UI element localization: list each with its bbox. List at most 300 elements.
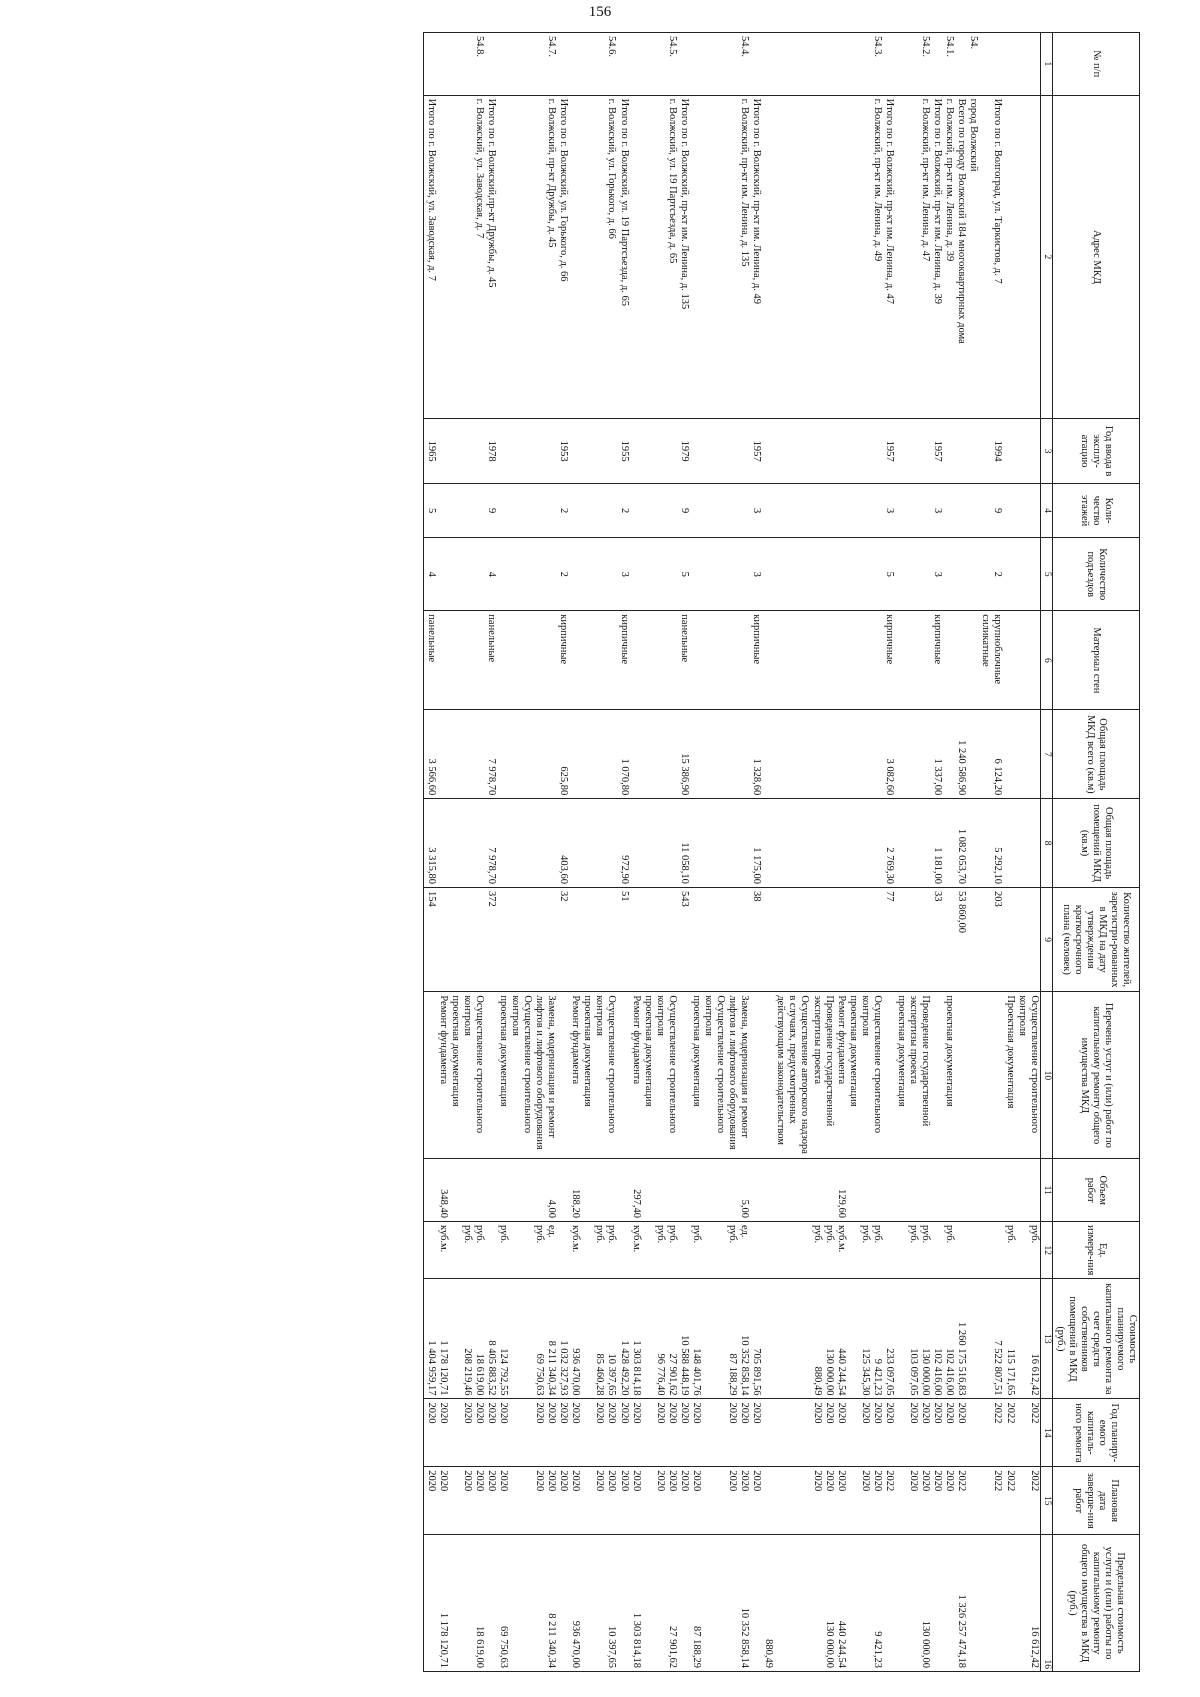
works-cell-line	[424, 995, 436, 1155]
cost-cell-line: 102 416,00	[944, 1348, 956, 1396]
end-date-cell	[497, 1467, 509, 1535]
table-row	[581, 33, 617, 1672]
total-area-cell: 1 240 586,90	[955, 710, 967, 799]
cost-cell	[485, 1279, 497, 1399]
floors-cell: 2	[617, 483, 629, 537]
column-number-13: 13	[1040, 1279, 1052, 1399]
year-built-cell: 1953	[557, 419, 569, 484]
total-area-cell	[642, 710, 678, 799]
floors-cell	[702, 483, 750, 537]
address-cell	[630, 95, 642, 419]
unit-cell	[979, 1221, 1003, 1278]
item-number-cell: 54.6.	[581, 33, 617, 96]
wall-material-cell	[437, 611, 449, 710]
end-date-cell	[847, 1467, 883, 1535]
cost-cell	[437, 1279, 449, 1399]
total-area-cell	[702, 710, 750, 799]
column-number-12: 12	[1040, 1221, 1052, 1278]
cost-cell-line: 10 352 858,14	[739, 1335, 751, 1396]
total-area-cell	[630, 710, 642, 799]
works-cell	[617, 992, 629, 1159]
item-number-cell	[931, 33, 943, 96]
unit-cell-line: руб.	[497, 1224, 509, 1244]
unit-cell	[497, 1221, 509, 1278]
repair-year-cell-line: 2022	[992, 1402, 1004, 1424]
residents-cell	[967, 887, 979, 991]
unit-cell	[678, 1221, 690, 1278]
end-date-cell	[979, 1467, 1003, 1535]
end-date-cell-line: 2020	[594, 1470, 606, 1492]
end-date-cell	[630, 1467, 642, 1535]
works-cell	[449, 992, 485, 1159]
item-number-cell	[979, 33, 1003, 96]
item-number-cell: 54.2.	[895, 33, 931, 96]
total-area-cell	[569, 710, 581, 799]
max-cost-cell	[678, 1535, 690, 1672]
works-cell-line: Ремонт фундамента	[630, 995, 642, 1085]
entrances-cell	[895, 538, 931, 611]
repair-year-cell-line: 2020	[618, 1402, 630, 1424]
floors-cell: 2	[557, 483, 569, 537]
works-cell	[437, 992, 449, 1159]
address-cell: г. Волжский, пр-кт Дружбы, д. 45	[509, 95, 557, 419]
table-row	[895, 33, 931, 1672]
year-built-cell	[847, 419, 883, 484]
wall-material-cell: панельные	[678, 611, 690, 710]
premises-area-cell	[774, 799, 834, 888]
end-date-cell-line: 2020	[727, 1470, 739, 1492]
entrances-cell: 2	[557, 538, 569, 611]
works-cell	[750, 992, 762, 1159]
cost-cell	[1003, 1279, 1015, 1399]
repair-year-cell	[485, 1399, 497, 1467]
year-built-cell	[497, 419, 509, 484]
repair-year-cell-line: 2020	[606, 1402, 618, 1424]
address-cell	[497, 95, 509, 419]
repair-year-cell	[1003, 1399, 1015, 1467]
end-date-cell-line: 2020	[570, 1470, 582, 1492]
end-date-cell	[835, 1467, 847, 1535]
works-cell-line	[485, 995, 497, 1155]
end-date-cell	[569, 1467, 581, 1535]
unit-cell-line: руб.	[944, 1224, 956, 1244]
end-date-cell-line: 2020	[666, 1470, 678, 1492]
wall-material-cell	[581, 611, 617, 710]
residents-cell	[569, 887, 581, 991]
max-cost-cell	[979, 1535, 1003, 1672]
unit-cell	[1016, 1221, 1041, 1278]
volume-cell	[762, 1159, 774, 1222]
total-area-cell: 625,80	[557, 710, 569, 799]
max-cost-cell	[557, 1535, 569, 1672]
volume-cell	[424, 1159, 437, 1222]
repair-year-cell	[774, 1399, 834, 1467]
entrances-cell	[509, 538, 557, 611]
repair-year-cell	[762, 1399, 774, 1467]
total-area-cell	[581, 710, 617, 799]
wall-material-cell	[1016, 611, 1041, 710]
end-date-cell-line: 2020	[678, 1470, 690, 1492]
end-date-cell-line: 2020	[473, 1470, 485, 1492]
end-date-cell-line: 2020	[497, 1470, 509, 1492]
premises-area-cell: 972,90	[617, 799, 629, 888]
residents-cell	[449, 887, 485, 991]
residents-cell: 203	[979, 887, 1003, 991]
cost-cell	[774, 1279, 834, 1399]
repair-year-cell	[967, 1399, 979, 1467]
wall-material-cell	[967, 611, 979, 710]
year-built-cell: 1957	[883, 419, 895, 484]
volume-cell	[557, 1159, 569, 1222]
wall-material-cell	[690, 611, 702, 710]
entrances-cell: 3	[750, 538, 762, 611]
max-cost-cell: 1 326 257 474,18	[955, 1535, 967, 1672]
volume-cell	[1003, 1159, 1015, 1222]
max-cost-cell: 10 397,65	[581, 1535, 617, 1672]
end-date-cell-line: 2020	[859, 1470, 871, 1492]
year-built-cell	[967, 419, 979, 484]
end-date-cell-line: 2020	[534, 1470, 546, 1492]
works-cell	[690, 992, 702, 1159]
unit-cell-line: руб.	[473, 1224, 485, 1244]
wall-material-cell: кирпичные	[617, 611, 629, 710]
residents-cell	[895, 887, 931, 991]
max-cost-cell	[1003, 1535, 1015, 1672]
repair-year-cell-line: 2020	[654, 1402, 666, 1424]
year-built-cell	[437, 419, 449, 484]
entrances-cell	[1003, 538, 1015, 611]
unit-cell-line: руб.	[823, 1224, 835, 1244]
cost-cell-line: 7 522 807,51	[992, 1340, 1004, 1396]
works-cell-line: Ремонт фундамента	[570, 995, 582, 1085]
works-cell-line: проектная документация	[582, 995, 594, 1107]
repair-year-cell	[955, 1399, 967, 1467]
entrances-cell: 5	[883, 538, 895, 611]
entrances-cell	[774, 538, 834, 611]
cost-cell	[617, 1279, 629, 1399]
max-cost-cell	[967, 1535, 979, 1672]
works-cell-line: Осуществление строительного контроля	[859, 995, 883, 1134]
address-cell: город Волжский	[967, 95, 979, 419]
unit-cell-line: руб.	[654, 1224, 666, 1244]
year-built-cell	[943, 419, 955, 484]
item-number-cell: 54.	[967, 33, 979, 96]
max-cost-cell	[883, 1535, 895, 1672]
wall-material-cell	[630, 611, 642, 710]
repair-year-cell	[895, 1399, 931, 1467]
unit-cell-line: руб.	[1028, 1224, 1040, 1244]
repair-year-cell	[630, 1399, 642, 1467]
table-row	[750, 33, 762, 1672]
unit-cell	[581, 1221, 617, 1278]
column-number-6: 6	[1040, 611, 1052, 710]
repair-year-cell-line: 2020	[473, 1402, 485, 1424]
residents-cell: 154	[424, 887, 437, 991]
repair-year-cell	[835, 1399, 847, 1467]
table-row	[955, 33, 967, 1672]
repair-year-cell	[509, 1399, 557, 1467]
wall-material-cell	[955, 611, 967, 710]
column-number-5: 5	[1040, 538, 1052, 611]
cost-cell-line: 103 097,05	[908, 1348, 920, 1396]
repair-year-cell-line: 2020	[690, 1402, 702, 1424]
residents-cell	[835, 887, 847, 991]
unit-cell-line: куб.м.	[570, 1224, 582, 1253]
end-date-cell	[449, 1467, 485, 1535]
cost-cell	[895, 1279, 931, 1399]
repair-year-cell	[497, 1399, 509, 1467]
item-number-cell	[424, 33, 437, 96]
works-cell-line: Осуществление строительного контроля	[702, 995, 727, 1134]
repair-year-cell	[750, 1399, 762, 1467]
cost-cell-line: 8 405 883,52	[485, 1340, 497, 1396]
residents-cell	[497, 887, 509, 991]
year-built-cell: 1979	[678, 419, 690, 484]
repair-year-cell-line: 2020	[811, 1402, 823, 1424]
repair-year-cell	[702, 1399, 750, 1467]
unit-cell-line: руб.	[594, 1224, 606, 1244]
item-number-cell	[1016, 33, 1041, 96]
repair-year-cell	[557, 1399, 569, 1467]
cost-cell-line: 1 032 327,93	[558, 1340, 570, 1396]
works-cell	[1003, 992, 1015, 1159]
works-cell	[581, 992, 617, 1159]
total-area-cell	[690, 710, 702, 799]
table-header	[1040, 33, 1139, 1672]
works-cell-line: Проведение государственной экспертизы проекта	[908, 995, 932, 1127]
premises-area-cell	[1003, 799, 1015, 888]
unit-cell	[617, 1221, 629, 1278]
max-cost-cell: 8 211 340,34	[509, 1535, 557, 1672]
premises-area-cell: 403,60	[557, 799, 569, 888]
unit-cell-line: руб.	[811, 1224, 823, 1244]
repair-year-cell-line: 2020	[570, 1402, 582, 1424]
year-built-cell	[569, 419, 581, 484]
floors-cell	[630, 483, 642, 537]
works-cell-line: Ремонт фундамента	[437, 995, 449, 1085]
address-cell	[762, 95, 774, 419]
address-cell: г. Волжский, пр-кт им. Ленина, д. 135	[702, 95, 750, 419]
unit-cell	[847, 1221, 883, 1278]
address-cell: Итого по г. Волжский, пр-кт им. Ленина, д. 135	[678, 95, 690, 419]
max-cost-cell: 936 470,00	[569, 1535, 581, 1672]
cost-cell	[750, 1279, 762, 1399]
cost-cell	[847, 1279, 883, 1399]
works-cell	[485, 992, 497, 1159]
table-row	[485, 33, 497, 1672]
premises-area-cell	[497, 799, 509, 888]
premises-area-cell: 3 315,80	[424, 799, 437, 888]
repair-year-cell	[437, 1399, 449, 1467]
table-row	[847, 33, 883, 1672]
works-cell-line: проектная документация	[449, 995, 461, 1107]
year-built-cell	[774, 419, 834, 484]
cost-cell	[835, 1279, 847, 1399]
repair-year-cell	[943, 1399, 955, 1467]
item-number-cell	[1003, 33, 1015, 96]
end-date-cell	[883, 1467, 895, 1535]
premises-area-cell: 7 978,70	[485, 799, 497, 888]
repair-year-cell-line: 2020	[630, 1402, 642, 1424]
end-date-cell-line: 2020	[920, 1470, 932, 1492]
total-area-cell: 15 386,90	[678, 710, 690, 799]
unit-cell	[750, 1221, 762, 1278]
address-cell: Итого по г. Волжский, ул. Заводская, д. 7	[424, 95, 437, 419]
end-date-cell-line: 2020	[437, 1470, 449, 1492]
cost-cell-line: 1 303 814,18	[630, 1340, 642, 1396]
unit-cell	[642, 1221, 678, 1278]
repair-year-cell	[690, 1399, 702, 1467]
floors-cell	[690, 483, 702, 537]
cost-cell	[883, 1279, 895, 1399]
end-date-cell-line: 2020	[654, 1470, 666, 1492]
wall-material-cell	[774, 611, 834, 710]
end-date-cell-line: 2022	[992, 1470, 1004, 1492]
unit-cell	[955, 1221, 967, 1278]
works-cell-line: Осуществление авторского надзора в случаях, предусмотренных действующим законодательством	[775, 995, 811, 1154]
year-built-cell	[1016, 419, 1041, 484]
unit-cell-line	[557, 1225, 569, 1275]
end-date-cell-line: 2020	[606, 1470, 618, 1492]
floors-cell	[497, 483, 509, 537]
column-number-9: 9	[1040, 887, 1052, 991]
volume-cell: 297,40	[630, 1159, 642, 1222]
cost-cell-line: 130 000,00	[920, 1348, 932, 1396]
floors-cell	[1003, 483, 1015, 537]
repair-year-cell-line: 2020	[956, 1402, 968, 1424]
year-built-cell: 1965	[424, 419, 437, 484]
column-header-1: № п/п	[1052, 33, 1139, 96]
table-row	[943, 33, 955, 1672]
floors-cell	[895, 483, 931, 537]
cost-cell-line: 125 345,30	[859, 1348, 871, 1396]
floors-cell	[774, 483, 834, 537]
column-number-4: 4	[1040, 483, 1052, 537]
works-cell	[774, 992, 834, 1159]
wall-material-cell	[702, 611, 750, 710]
max-cost-cell: 69 750,63	[497, 1535, 509, 1672]
entrances-cell: 3	[617, 538, 629, 611]
end-date-cell	[1016, 1467, 1041, 1535]
works-cell-line	[678, 995, 690, 1155]
wall-material-cell	[642, 611, 678, 710]
works-cell-line	[617, 995, 629, 1155]
unit-cell-line: руб.	[461, 1224, 473, 1244]
premises-area-cell	[569, 799, 581, 888]
premises-area-cell	[630, 799, 642, 888]
floors-cell	[943, 483, 955, 537]
max-cost-cell	[424, 1535, 437, 1672]
entrances-cell	[497, 538, 509, 611]
cost-cell-line: 69 750,63	[534, 1353, 546, 1396]
item-number-cell	[617, 33, 629, 96]
repair-year-cell-line: 2020	[666, 1402, 678, 1424]
wall-material-cell	[497, 611, 509, 710]
address-cell: Итого по г. Волжский, пр-кт им. Ленина, д. 39	[931, 95, 943, 419]
volume-cell: 348,40	[437, 1159, 449, 1222]
unit-cell-line	[678, 1225, 690, 1275]
item-number-cell	[569, 33, 581, 96]
cost-cell-line: 1 178 120,71	[437, 1340, 449, 1396]
residents-cell	[702, 887, 750, 991]
address-cell: Итого по г. Волжский, ул. Горького, д. 66	[557, 95, 569, 419]
repair-year-cell-line: 2020	[437, 1402, 449, 1424]
works-cell-line: Проведение государственной экспертизы проекта	[811, 995, 835, 1127]
column-number-7: 7	[1040, 710, 1052, 799]
unit-cell	[1003, 1221, 1015, 1278]
residents-cell	[774, 887, 834, 991]
address-cell	[835, 95, 847, 419]
column-number-15: 15	[1040, 1467, 1052, 1535]
premises-area-cell	[690, 799, 702, 888]
premises-area-cell	[437, 799, 449, 888]
cost-cell	[702, 1279, 750, 1399]
year-built-cell	[630, 419, 642, 484]
unit-cell-line: руб.	[859, 1224, 871, 1244]
works-cell-line: Проектная документация	[1004, 995, 1016, 1109]
works-cell-line: Ремонт фундамента	[835, 995, 847, 1085]
repair-year-cell-line: 2020	[751, 1402, 763, 1424]
end-date-cell-line: 2020	[630, 1470, 642, 1492]
cost-cell-line: 10 588 448,19	[678, 1335, 690, 1396]
works-cell	[557, 992, 569, 1159]
repair-year-cell-line: 2020	[485, 1402, 497, 1424]
repair-year-cell-line: 2020	[678, 1402, 690, 1424]
premises-area-cell	[642, 799, 678, 888]
end-date-cell	[955, 1467, 967, 1535]
residents-cell: 53 860,00	[955, 887, 967, 991]
floors-cell: 9	[678, 483, 690, 537]
max-cost-cell: 18 619,00	[449, 1535, 485, 1672]
floors-cell	[847, 483, 883, 537]
volume-cell	[1016, 1159, 1041, 1222]
address-cell: Итого по г. Волгоград, ул. Таркистов, д. 7	[979, 95, 1003, 419]
capital-repair-plan-table	[55, 32, 1140, 1672]
end-date-cell-line: 2020	[618, 1470, 630, 1492]
volume-cell	[847, 1159, 883, 1222]
cost-cell	[979, 1279, 1003, 1399]
unit-cell	[690, 1221, 702, 1278]
column-header-4: Коли-чество этажей	[1052, 483, 1139, 537]
end-date-cell-line: 2022	[1028, 1470, 1040, 1492]
entrances-cell: 2	[979, 538, 1003, 611]
address-cell: Итого по г. Волжский, пр-кт им. Ленина, д. 47	[883, 95, 895, 419]
end-date-cell-line: 2022	[1004, 1470, 1016, 1492]
column-header-9: Количество жителей, зарегистри-рованных в МКД на дату утверждения краткосрочного плана (человек)	[1052, 887, 1139, 991]
volume-cell	[642, 1159, 678, 1222]
item-number-cell	[774, 33, 834, 96]
table-row	[678, 33, 690, 1672]
table-body	[424, 33, 1040, 1672]
unit-cell	[485, 1221, 497, 1278]
unit-cell-line	[991, 1225, 1003, 1275]
works-cell-line	[991, 995, 1003, 1155]
works-cell	[630, 992, 642, 1159]
max-cost-cell: 880,49	[762, 1535, 774, 1672]
volume-cell	[449, 1159, 485, 1222]
address-cell	[774, 95, 834, 419]
end-date-cell-line: 2020	[871, 1470, 883, 1492]
column-number-16: 16	[1040, 1535, 1052, 1672]
residents-cell	[642, 887, 678, 991]
repair-year-cell-line: 2020	[920, 1402, 932, 1424]
total-area-cell	[895, 710, 931, 799]
works-cell-line: Осуществление строительного контроля	[1016, 995, 1040, 1134]
premises-area-cell	[762, 799, 774, 888]
floors-cell	[835, 483, 847, 537]
plan-table	[423, 32, 1140, 1672]
year-built-cell	[702, 419, 750, 484]
